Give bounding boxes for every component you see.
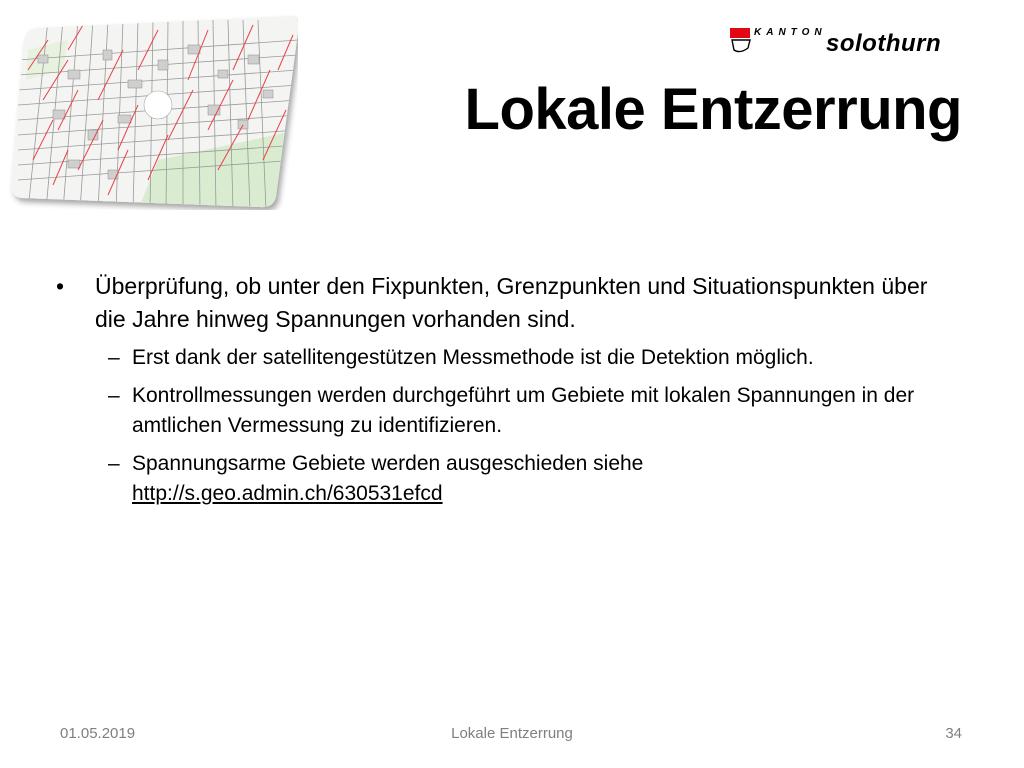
sub-bullet-text: Kontrollmessungen werden durchgeführt um Gebiete mit lokalen Spannungen in der amtlichen Vermessung zu identifizieren. — [132, 384, 915, 437]
bullet-item — [56, 270, 956, 336]
footer-title: Lokale Entzerrung — [451, 725, 573, 742]
sub-bullet-marker: – — [108, 346, 120, 369]
sub-bullet-text: Erst dank der satellitengestützen Messmethode ist die Detektion möglich. — [132, 346, 814, 369]
geo-admin-link[interactable]: http://s.geo.admin.ch/630531efcd — [132, 482, 443, 505]
bullet-text: Überprüfung, ob unter den Fixpunkten, Grenzpunkten und Situationspunkten über die Jahre hinweg Spannungen vorhanden sind. — [95, 273, 928, 332]
bullet-marker: • — [56, 273, 65, 299]
sub-bullet-item — [108, 381, 956, 441]
page-number: 34 — [945, 725, 962, 742]
sub-bullet-text: Spannungsarme Gebiete werden ausgeschieden siehe — [132, 452, 644, 475]
slide-content — [56, 270, 956, 509]
sub-bullet-item — [108, 449, 956, 509]
solothurn-logo-icon — [730, 28, 752, 54]
logo-kanton-text: KANTON — [754, 27, 827, 38]
logo-solothurn-text: solothurn — [826, 30, 942, 57]
sub-bullet-marker: – — [108, 384, 120, 407]
page-title: Lokale Entzerrung — [464, 77, 962, 142]
solothurn-logo — [730, 26, 980, 60]
sub-bullet-item — [108, 343, 956, 373]
footer-date: 01.05.2019 — [60, 725, 136, 742]
sub-bullet-marker: – — [108, 452, 120, 475]
